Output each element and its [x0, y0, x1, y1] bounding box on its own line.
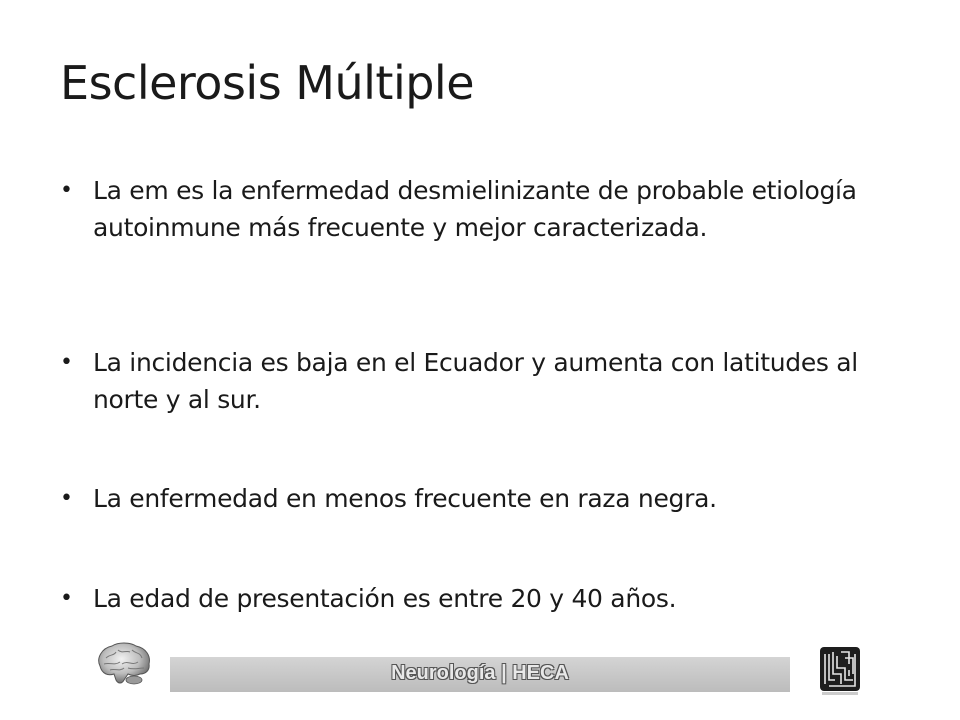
bullet-dot: • — [60, 350, 73, 375]
bullet-text: La enfermedad en menos frecuente en raza negra. — [93, 484, 717, 513]
heca-logo-icon — [819, 646, 861, 696]
bullet-item — [60, 172, 893, 246]
brain-icon — [94, 640, 152, 688]
footer-bar — [170, 657, 790, 692]
bullet-dot: • — [60, 586, 73, 611]
bullet-text: La incidencia es baja en el Ecuador y aumenta con latitudes al norte y al sur. — [93, 348, 858, 414]
slide-title: Esclerosis Múltiple — [60, 56, 475, 110]
footer-text: Neurología | HECA — [391, 662, 569, 684]
bullet-item — [60, 344, 893, 418]
bullet-text: La edad de presentación es entre 20 y 40 años. — [93, 584, 677, 613]
bullet-item — [60, 580, 893, 617]
bullet-text: La em es la enfermedad desmielinizante de probable etiología autoinmune más frecuente y mejor caracterizada. — [93, 176, 857, 242]
bullet-dot: • — [60, 178, 73, 203]
bullet-dot: • — [60, 486, 73, 511]
bullet-item — [60, 480, 893, 517]
